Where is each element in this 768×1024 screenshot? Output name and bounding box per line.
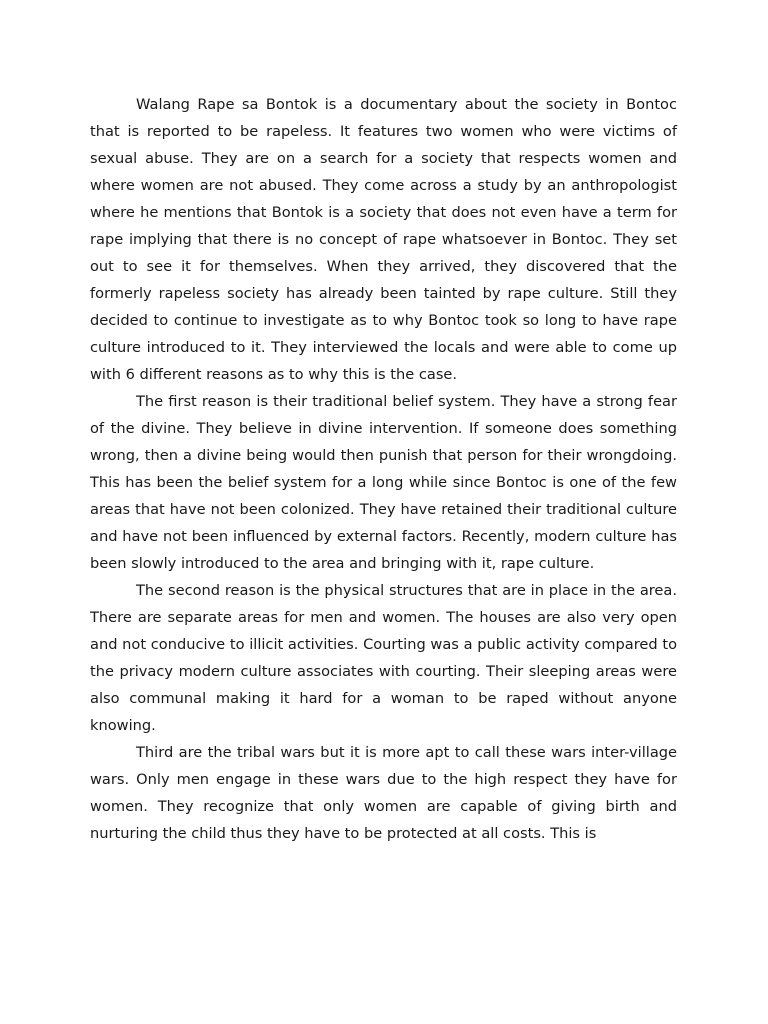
paragraph-intro: Walang Rape sa Bontok is a documentary about the society in Bontoc that is reported to be rapeless. It features two women who were victims of sexual abuse. They are on a search for a society that respects women and where women are not abused. They come across a study by an anthropologist where he mentions that Bontok is a society that does not even have a term for rape implying that there is no concept of rape whatsoever in Bontoc. They set out to see it for themselves. When they arrived, they discovered that the formerly rapeless society has already been tainted by rape culture. Still they decided to continue to investigate as to why Bontoc took so long to have rape culture introduced to it. They interviewed the locals and were able to come up with 6 different reasons as to why this is the case. [90, 96, 677, 383]
paragraph-third-reason: Third are the tribal wars but it is more apt to call these wars inter-village wars. Only men engage in these wars due to the high respect they have for women. They recognize that only women are capable of giving birth and nurturing the child thus they have to be protected at all costs. This is [90, 744, 677, 842]
paragraph-first-reason: The first reason is their traditional belief system. They have a strong fear of the divine. They believe in divine intervention. If someone does something wrong, then a divine being would then punish that person for their wrongdoing. This has been the belief system for a long while since Bontoc is one of the few areas that have not been colonized. They have retained their traditional culture and have not been influenced by external factors. Recently, modern culture has been slowly introduced to the area and bringing with it, rape culture. [90, 393, 677, 572]
document-body [90, 91, 677, 847]
paragraph-second-reason: The second reason is the physical structures that are in place in the area. There are separate areas for men and women. The houses are also very open and not conducive to illicit activities. Courting was a public activity compared to the privacy modern culture associates with courting. Their sleeping areas were also communal making it hard for a woman to be raped without anyone knowing. [90, 582, 677, 734]
